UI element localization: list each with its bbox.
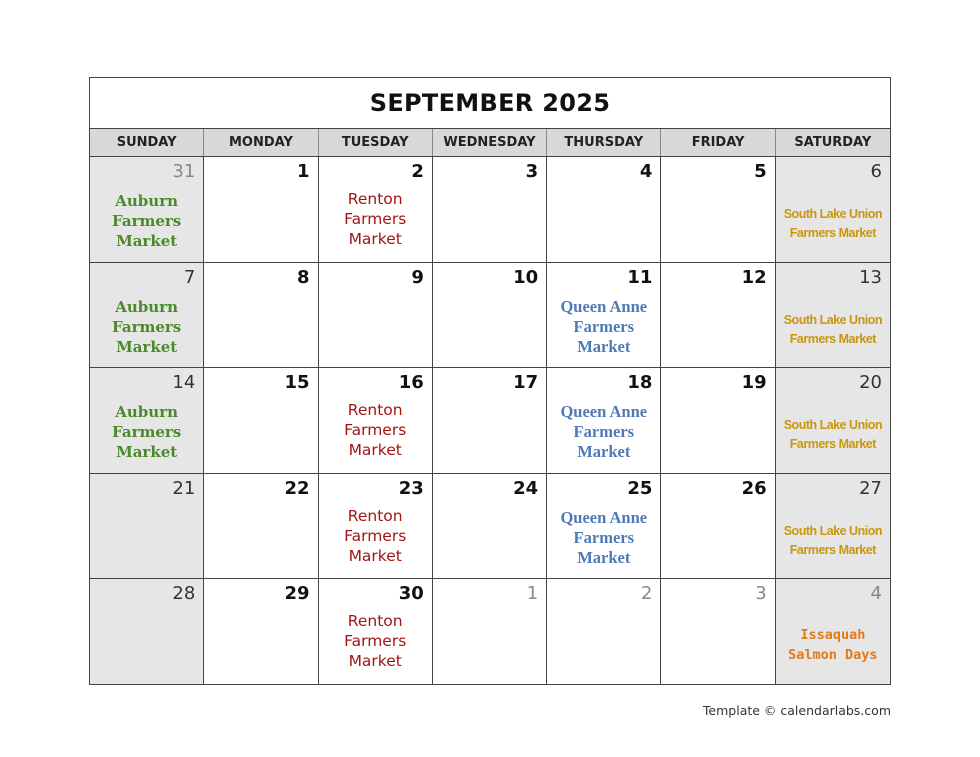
template-credit: Template © calendarlabs.com [702,703,891,718]
day-cell[interactable] [547,157,661,262]
day-number: 26 [741,477,767,499]
day-cell[interactable] [204,579,318,684]
day-number: 23 [398,477,424,499]
day-cell[interactable] [661,474,775,579]
day-number: 25 [627,477,653,499]
day-cell[interactable] [661,579,775,684]
event-southlake[interactable]: South Lake Union Farmers Market [783,523,882,557]
day-cell[interactable] [90,579,204,684]
day-number: 18 [627,372,653,394]
event-auburn[interactable]: Auburn Farmers Market [112,403,182,462]
event-southlake[interactable]: South Lake Union Farmers Market [783,312,882,346]
event-auburn[interactable]: Auburn Farmers Market [112,192,182,250]
day-cell[interactable] [433,579,547,684]
day-cell[interactable] [433,263,547,368]
calendar-week [90,263,890,369]
calendar-week [90,579,890,684]
calendar-week [90,157,890,263]
day-number: 12 [741,266,767,288]
day-number: 3 [755,583,767,605]
day-number: 22 [284,477,310,499]
day-number: 11 [627,266,653,288]
day-cell[interactable] [661,368,775,473]
weekday-monday: MONDAY [204,129,318,156]
event-queen[interactable]: Queen Anne Farmers Market [560,507,648,567]
day-number: 20 [859,372,882,394]
weekday-header [90,129,890,157]
event-issaquah[interactable]: Issaquah Salmon Days [788,627,878,664]
day-cell[interactable] [319,157,433,262]
day-number: 4 [639,161,653,182]
day-number: 6 [870,161,882,182]
day-cell[interactable] [204,474,318,579]
day-number: 15 [284,372,310,394]
day-cell[interactable] [547,579,661,684]
event-southlake[interactable]: South Lake Union Farmers Market [783,418,882,452]
day-number: 10 [513,266,539,288]
day-cell[interactable] [547,474,661,579]
day-number: 31 [172,161,196,182]
day-number: 5 [754,161,767,182]
weekday-sunday: SUNDAY [90,129,204,156]
day-number: 24 [513,477,539,499]
day-number: 3 [525,161,539,182]
calendar [89,77,891,685]
day-cell[interactable] [90,368,204,473]
day-cell[interactable] [319,263,433,368]
weekday-friday: FRIDAY [661,129,775,156]
event-auburn[interactable]: Auburn Farmers Market [112,297,182,356]
day-number: 21 [172,477,196,499]
day-cell[interactable] [547,368,661,473]
day-cell[interactable] [90,157,204,262]
day-cell[interactable] [433,368,547,473]
weekday-saturday: SATURDAY [794,135,872,150]
day-number: 13 [859,266,882,288]
day-cell[interactable] [204,157,318,262]
day-number: 8 [297,266,310,288]
day-number: 28 [172,583,196,605]
weekday-tuesday: TUESDAY [319,129,433,156]
event-renton[interactable]: Renton Farmers Market [344,401,407,460]
day-cell[interactable] [776,579,890,684]
day-number: 27 [859,477,882,499]
day-cell[interactable] [204,263,318,368]
day-cell[interactable] [433,157,547,262]
calendar-week [90,474,890,580]
day-cell[interactable] [90,263,204,368]
day-number: 19 [741,372,767,394]
event-renton[interactable]: Renton Farmers Market [344,190,407,248]
weekday-thursday: THURSDAY [547,129,661,156]
day-number: 14 [172,372,196,394]
day-number: 29 [284,583,310,605]
weekday-wednesday: WEDNESDAY [433,129,547,156]
event-southlake[interactable]: South Lake Union Farmers Market [783,207,882,240]
day-number: 30 [398,583,424,605]
day-cell[interactable] [776,157,890,262]
calendar-title: SEPTEMBER 2025 [90,78,890,129]
day-number: 1 [297,161,310,182]
calendar-week [90,368,890,474]
day-cell[interactable] [661,263,775,368]
day-cell[interactable] [776,474,890,579]
event-renton[interactable]: Renton Farmers Market [344,612,407,671]
event-queen[interactable]: Queen Anne Farmers Market [560,402,648,462]
day-number: 4 [870,583,882,605]
day-cell[interactable] [319,579,433,684]
day-number: 17 [513,372,539,394]
day-number: 2 [411,161,424,182]
event-queen[interactable]: Queen Anne Farmers Market [560,296,648,356]
event-renton[interactable]: Renton Farmers Market [344,506,407,565]
day-cell[interactable] [547,263,661,368]
day-number: 2 [640,583,653,605]
day-cell[interactable] [204,368,318,473]
day-cell[interactable] [776,263,890,368]
day-cell[interactable] [90,474,204,579]
day-number: 1 [526,583,539,605]
day-cell[interactable] [661,157,775,262]
calendar-grid [90,157,890,684]
day-number: 16 [398,372,424,394]
day-cell[interactable] [776,368,890,473]
day-cell[interactable] [319,368,433,473]
day-cell[interactable] [319,474,433,579]
day-cell[interactable] [433,474,547,579]
day-number: 7 [183,266,196,288]
day-number: 9 [411,266,424,288]
